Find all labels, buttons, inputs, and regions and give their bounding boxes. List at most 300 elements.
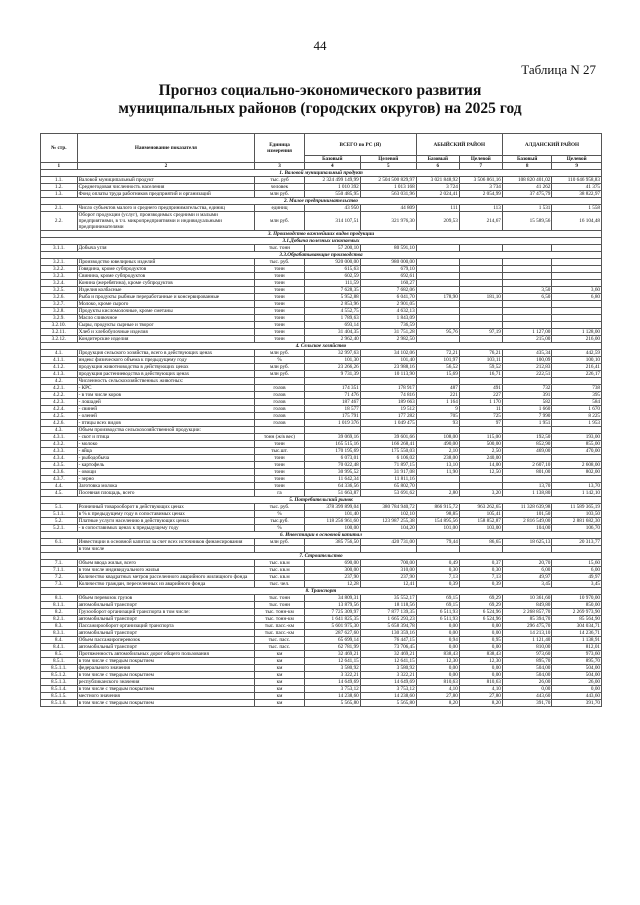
total-target: 31 917,08: [360, 469, 416, 476]
abyy-target: [459, 301, 502, 308]
total-target: 18 118,56: [360, 602, 416, 609]
table-row: [41, 525, 602, 532]
unit: голов: [255, 406, 305, 413]
abyy-target: [459, 378, 502, 385]
indicator-name: продукция животноводства в действующих ценах: [77, 364, 255, 371]
unit: тонн: [255, 469, 305, 476]
unit: га: [255, 490, 305, 497]
indicator-name: - яйца: [77, 448, 255, 455]
abyy-target: 6 524,96: [459, 616, 502, 623]
aldan-base: 101,50: [502, 511, 552, 518]
aldan-target: 802,00: [552, 469, 602, 476]
total-base: 3 753,12: [304, 686, 360, 693]
aldan-target: 2 881 682,30: [552, 518, 602, 525]
aldan-base: 212,83: [502, 364, 552, 371]
abyy-base: 101,00: [416, 525, 459, 532]
abyy-base: 12,30: [416, 658, 459, 665]
row-number: 8.5.: [41, 651, 78, 658]
abyy-target: 1 170: [459, 399, 502, 406]
header-colnum: 3: [255, 163, 305, 170]
total-target: 2 901,05: [360, 301, 416, 308]
abyy-base: 490,00: [416, 441, 459, 448]
indicator-name: - лошадей: [77, 399, 255, 406]
indicator-name: - картофель: [77, 462, 255, 469]
row-number: 4.5.: [41, 490, 78, 497]
table-row: [41, 448, 602, 455]
total-base: 615,63: [304, 266, 360, 273]
row-number: 8.4.1.: [41, 644, 78, 651]
total-target: 19 512: [360, 406, 416, 413]
indicator-name: - скот и птица: [77, 434, 255, 441]
abyy-base: [416, 266, 459, 273]
row-number: 4.3.5.: [41, 462, 78, 469]
total-base: 31 404,35: [304, 329, 360, 336]
aldan-base: 11 328 639,98: [502, 504, 552, 511]
indicator-name: Протяженность автомобильных дорог общего пользования: [77, 651, 255, 658]
abyy-target: [459, 427, 502, 434]
table-row: [41, 511, 602, 518]
table-row: [41, 357, 602, 364]
indicator-name: в том числе индивидуального жилья: [77, 567, 255, 574]
aldan-base: 504,00: [502, 672, 552, 679]
abyy-target: 240,00: [459, 455, 502, 462]
abyy-target: 97: [459, 420, 502, 427]
abyy-base: 178,90: [416, 294, 459, 301]
row-number: 8.5.1.1.: [41, 665, 78, 672]
row-number: 8.5.1.5.: [41, 693, 78, 700]
total-base: 1 641 825,35: [304, 616, 360, 623]
unit: тонн: [255, 294, 305, 301]
section-row: [41, 198, 602, 205]
header-name: Наименование показателя: [77, 134, 255, 163]
table-row: [41, 455, 602, 462]
table-row: [41, 581, 602, 588]
section-title: 3.3.Обрабатывающие производства: [41, 252, 602, 259]
aldan-base: 7 990: [502, 413, 552, 420]
total-base: 23 266,26: [304, 364, 360, 371]
table-row: [41, 322, 602, 329]
aldan-base: 2 607,10: [502, 462, 552, 469]
abyy-base: 0,00: [416, 672, 459, 679]
row-number: 4.3.4.: [41, 455, 78, 462]
abyy-base: 93: [416, 420, 459, 427]
aldan-base: 100,09: [502, 357, 552, 364]
total-target: 700,00: [360, 560, 416, 567]
total-target: 237,90: [360, 574, 416, 581]
abyy-target: 115,00: [459, 434, 502, 441]
total-target: 39 601,66: [360, 434, 416, 441]
section-title: 3.1.Добыча полезных ископаемых: [41, 238, 602, 245]
total-target: 2 504 500 829,97: [360, 177, 416, 184]
total-target: 5 565,80: [360, 700, 416, 707]
abyy-target: [459, 245, 502, 252]
abyy-base: 810,63: [416, 679, 459, 686]
total-target: 1 665 293,23: [360, 616, 416, 623]
unit: млн руб.: [255, 212, 305, 231]
header-group-aldan: АЛДАНСКИЙ РАЙОН: [502, 134, 601, 156]
indicator-name: местного значения: [77, 693, 255, 700]
abyy-target: 838,43: [459, 651, 502, 658]
total-base: [304, 378, 360, 385]
total-target: 5 658 394,78: [360, 623, 416, 630]
aldan-target: 1 953: [552, 420, 602, 427]
total-target: 679,10: [360, 266, 416, 273]
row-number: 3.2.3.: [41, 273, 78, 280]
total-base: 18 577: [304, 406, 360, 413]
header-colnum: 7: [459, 163, 502, 170]
row-number: 3.2.4.: [41, 280, 78, 287]
total-base: 2 962,40: [304, 336, 360, 343]
total-base: 62 781,99: [304, 644, 360, 651]
aldan-target: 504,00: [552, 672, 602, 679]
total-target: 380 784 940,72: [360, 504, 416, 511]
abyy-base: [416, 322, 459, 329]
abyy-target: [459, 280, 502, 287]
total-base: 12,28: [304, 581, 360, 588]
table-row: [41, 336, 602, 343]
header-num: № стр.: [41, 134, 78, 163]
abyy-target: [459, 287, 502, 294]
indicator-name: Продукты кисломолочные, кроме сметаны: [77, 308, 255, 315]
row-number: 3.2.12.: [41, 336, 78, 343]
row-number: 2.1.: [41, 205, 78, 212]
total-base: 3 322,21: [304, 672, 360, 679]
row-number: 3.2.6.: [41, 294, 78, 301]
aldan-target: 391,70: [552, 700, 602, 707]
aldan-base: 49,97: [502, 574, 552, 581]
row-number: 4.4.: [41, 483, 78, 490]
table-row: [41, 686, 602, 693]
section-row: [41, 343, 602, 350]
aldan-target: [552, 308, 602, 315]
abyy-target: 97,19: [459, 329, 502, 336]
aldan-base: [502, 301, 552, 308]
row-number: 7.3.: [41, 581, 78, 588]
aldan-target: 895,70: [552, 658, 602, 665]
total-target: 14 238,60: [360, 693, 416, 700]
aldan-target: 1 138,91: [552, 637, 602, 644]
row-number: 5.2.: [41, 518, 78, 525]
indicator-name: Валовой муниципальный продукт: [77, 177, 255, 184]
unit: %: [255, 357, 305, 364]
row-number: 8.5.1.4.: [41, 686, 78, 693]
header-colnum: 8: [502, 163, 552, 170]
unit: %: [255, 525, 305, 532]
table-row: [41, 623, 602, 630]
total-target: 14 649,69: [360, 679, 416, 686]
total-base: [304, 546, 360, 553]
unit: тонн: [255, 476, 305, 483]
table-row: [41, 483, 602, 490]
aldan-target: 443,60: [552, 693, 602, 700]
unit: км: [255, 672, 305, 679]
abyy-target: 0,37: [459, 560, 502, 567]
row-number: 4.3.1.: [41, 434, 78, 441]
total-target: 7 877 139,35: [360, 609, 416, 616]
unit: тонн: [255, 266, 305, 273]
total-base: 385 756,50: [304, 539, 360, 546]
abyy-base: [416, 280, 459, 287]
unit: тыс. тонн-км: [255, 609, 305, 616]
abyy-base: [416, 301, 459, 308]
abyy-base: 111: [416, 205, 459, 212]
abyy-base: 0,30: [416, 567, 459, 574]
abyy-base: 221: [416, 392, 459, 399]
total-base: 5 601 975,30: [304, 623, 360, 630]
aldan-base: 391: [502, 392, 552, 399]
table-row: [41, 399, 602, 406]
total-base: 14 649,69: [304, 679, 360, 686]
indicator-name: Оборот продукции (услуг), производимых средними и малыми предприятиями, в т.ч. микропредприятиями и индивидуальными предпринимателями: [77, 212, 255, 231]
abyy-base: 79,44: [416, 539, 459, 546]
abyy-target: [459, 259, 502, 266]
total-target: 420 731,00: [360, 539, 416, 546]
section-title: 3. Производство важнейших видов продукции: [41, 231, 602, 238]
table-row: [41, 273, 602, 280]
row-number: 3.1.1.: [41, 245, 78, 252]
aldan-base: [502, 455, 552, 462]
total-target: 76 447,15: [360, 637, 416, 644]
aldan-target: 3,60: [552, 287, 602, 294]
unit: %: [255, 511, 305, 518]
total-target: 563 031,96: [360, 191, 416, 198]
total-target: 102,10: [360, 511, 416, 518]
aldan-base: 192,50: [502, 434, 552, 441]
aldan-base: 20,70: [502, 560, 552, 567]
section-row: [41, 231, 602, 238]
total-base: 57 200,10: [304, 245, 360, 252]
aldan-base: 15 589,56: [502, 212, 552, 231]
indicator-name: Количество граждан, переселенных из аварийного фонда: [77, 581, 255, 588]
section-title: 7. Строительство: [41, 553, 602, 560]
total-target: 3 580,92: [360, 665, 416, 672]
total-base: 9 731,39: [304, 371, 360, 378]
table-row: [41, 700, 602, 707]
aldan-target: 1 142,10: [552, 490, 602, 497]
abyy-target: 181,10: [459, 294, 502, 301]
total-base: 920 000,00: [304, 259, 360, 266]
table-row: [41, 287, 602, 294]
row-number: 4.2.1.: [41, 385, 78, 392]
abyy-base: 13,10: [416, 462, 459, 469]
aldan-target: [552, 273, 602, 280]
abyy-target: [459, 546, 502, 553]
abyy-target: [459, 315, 502, 322]
unit: тонн: [255, 287, 305, 294]
row-number: 4.3.: [41, 427, 78, 434]
aldan-base: 215,00: [502, 336, 552, 343]
abyy-base: 11,90: [416, 469, 459, 476]
unit: человек: [255, 184, 305, 191]
total-base: 51 663,87: [304, 490, 360, 497]
abyy-base: 8,20: [416, 700, 459, 707]
aldan-target: 11 589 365,19: [552, 504, 602, 511]
indicator-name: Масло сливочное: [77, 315, 255, 322]
total-base: 170 195,69: [304, 448, 360, 455]
abyy-base: 0,00: [416, 665, 459, 672]
aldan-base: 973,60: [502, 651, 552, 658]
unit: тыс. тонн: [255, 602, 305, 609]
table-row: [41, 315, 602, 322]
abyy-base: 2 024,41: [416, 191, 459, 198]
table-row: [41, 184, 602, 191]
aldan-base: 582: [502, 399, 552, 406]
abyy-base: 95,76: [416, 329, 459, 336]
row-number: 4.1.2.: [41, 364, 78, 371]
total-base: 7 628,35: [304, 287, 360, 294]
aldan-base: [502, 245, 552, 252]
abyy-target: 500,00: [459, 441, 502, 448]
row-number: 1.3.: [41, 191, 78, 198]
aldan-target: 1 128,00: [552, 329, 602, 336]
aldan-target: 442,59: [552, 350, 602, 357]
aldan-target: [552, 546, 602, 553]
aldan-base: 2 268 857,70: [502, 609, 552, 616]
section-row: [41, 238, 602, 245]
abyy-base: [416, 476, 459, 483]
table-row: [41, 539, 602, 546]
aldan-target: 13,70: [552, 483, 602, 490]
row-number: 8.2.1.: [41, 616, 78, 623]
unit: тонн (ж/в вес): [255, 434, 305, 441]
abyy-base: 3 021 848,92: [416, 177, 459, 184]
unit: тыс. пасс.-км: [255, 623, 305, 630]
abyy-base: [416, 287, 459, 294]
unit: тонн: [255, 280, 305, 287]
indicator-name: индекс физического объема к предыдущему году: [77, 357, 255, 364]
row-number: 8.3.1.: [41, 630, 78, 637]
abyy-base: 9: [416, 406, 459, 413]
abyy-target: [459, 308, 502, 315]
abyy-base: 866 915,72: [416, 504, 459, 511]
unit: голов: [255, 413, 305, 420]
total-base: 101,30: [304, 357, 360, 364]
aldan-target: 2 608,00: [552, 462, 602, 469]
aldan-target: [552, 245, 602, 252]
abyy-base: [416, 273, 459, 280]
aldan-base: [502, 259, 552, 266]
aldan-target: 3,45: [552, 581, 602, 588]
abyy-base: 0,00: [416, 644, 459, 651]
aldan-base: 732: [502, 385, 552, 392]
total-base: 32 469,21: [304, 651, 360, 658]
abyy-target: 76,21: [459, 350, 502, 357]
aldan-base: 469,00: [502, 448, 552, 455]
total-target: 160,27: [360, 280, 416, 287]
total-base: 14 238,60: [304, 693, 360, 700]
total-base: 100,00: [304, 525, 360, 532]
table-row: [41, 679, 602, 686]
indicator-name: - в том числе коров: [77, 392, 255, 399]
total-target: 177 282: [360, 413, 416, 420]
unit: тонн: [255, 308, 305, 315]
total-target: 736,59: [360, 322, 416, 329]
total-target: 178 917: [360, 385, 416, 392]
total-target: 73 706,45: [360, 644, 416, 651]
section-title: 5. Потребительский рынок: [41, 497, 602, 504]
indicator-name: Объем производства сельскохозяйственной продукции:: [77, 427, 255, 434]
total-target: 175 550,03: [360, 448, 416, 455]
indicator-name: - овощи: [77, 469, 255, 476]
indicator-name: в том числе с твердым покрытием: [77, 700, 255, 707]
aldan-target: 10 970,00: [552, 595, 602, 602]
total-base: 693,14: [304, 322, 360, 329]
section-row: [41, 497, 602, 504]
row-number: 4.3.7.: [41, 476, 78, 483]
aldan-base: 0,00: [502, 686, 552, 693]
unit: тонн: [255, 441, 305, 448]
section-row: [41, 588, 602, 595]
header-colnum: 1: [41, 163, 78, 170]
header-sub: Целевой: [360, 156, 416, 163]
aldan-base: [502, 308, 552, 315]
table-row: [41, 364, 602, 371]
aldan-base: 504,00: [502, 665, 552, 672]
header-colnum: 5: [360, 163, 416, 170]
total-target: 123 987 255,38: [360, 518, 416, 525]
unit: [255, 427, 305, 434]
total-target: 44 809: [360, 205, 416, 212]
title-line-1: Прогноз социально-экономического развития: [158, 82, 482, 99]
header-unit: Единица измерения: [255, 134, 305, 163]
table-row: [41, 616, 602, 623]
aldan-target: 14 236,71: [552, 630, 602, 637]
abyy-base: [416, 546, 459, 553]
table-row: [41, 406, 602, 413]
abyy-target: 12,30: [459, 658, 502, 665]
table-body: [41, 170, 602, 707]
total-base: 237,90: [304, 574, 360, 581]
aldan-target: 6,80: [552, 294, 602, 301]
indicator-name: - КРС: [77, 385, 255, 392]
abyy-base: 238,00: [416, 455, 459, 462]
abyy-target: 725: [459, 413, 502, 420]
table-row: [41, 266, 602, 273]
unit: [255, 378, 305, 385]
indicator-name: в том числе с твердым покрытием: [77, 658, 255, 665]
indicator-name: Заготовка молока: [77, 483, 255, 490]
aldan-target: 395: [552, 392, 602, 399]
indicator-name: Объем перевозок грузов: [77, 595, 255, 602]
table-row: [41, 212, 602, 231]
aldan-target: 304 034,71: [552, 623, 602, 630]
aldan-target: [552, 476, 602, 483]
aldan-target: [552, 322, 602, 329]
indicator-name: - в сопоставимых ценах к предыдущему году: [77, 525, 255, 532]
abyy-target: 69,29: [459, 602, 502, 609]
total-target: 1 843,09: [360, 315, 416, 322]
total-target: 11 811,16: [360, 476, 416, 483]
total-target: 6 041,70: [360, 294, 416, 301]
row-number: 5.2.1.: [41, 525, 78, 532]
row-number: 8.1.1.: [41, 602, 78, 609]
unit: голов: [255, 420, 305, 427]
total-target: 71 897,15: [360, 462, 416, 469]
header-colnum: 9: [552, 163, 602, 170]
abyy-base: 3 724: [416, 184, 459, 191]
table-row: [41, 245, 602, 252]
indicator-name: федерального значения: [77, 665, 255, 672]
aldan-target: 8 225: [552, 413, 602, 420]
unit: млн руб.: [255, 191, 305, 198]
row-number: 1.2.: [41, 184, 78, 191]
row-number: 1.1.: [41, 177, 78, 184]
unit: тыс. чел.: [255, 581, 305, 588]
table-row: [41, 413, 602, 420]
abyy-target: 214,67: [459, 212, 502, 231]
aldan-target: 26,00: [552, 679, 602, 686]
abyy-target: 59,52: [459, 364, 502, 371]
